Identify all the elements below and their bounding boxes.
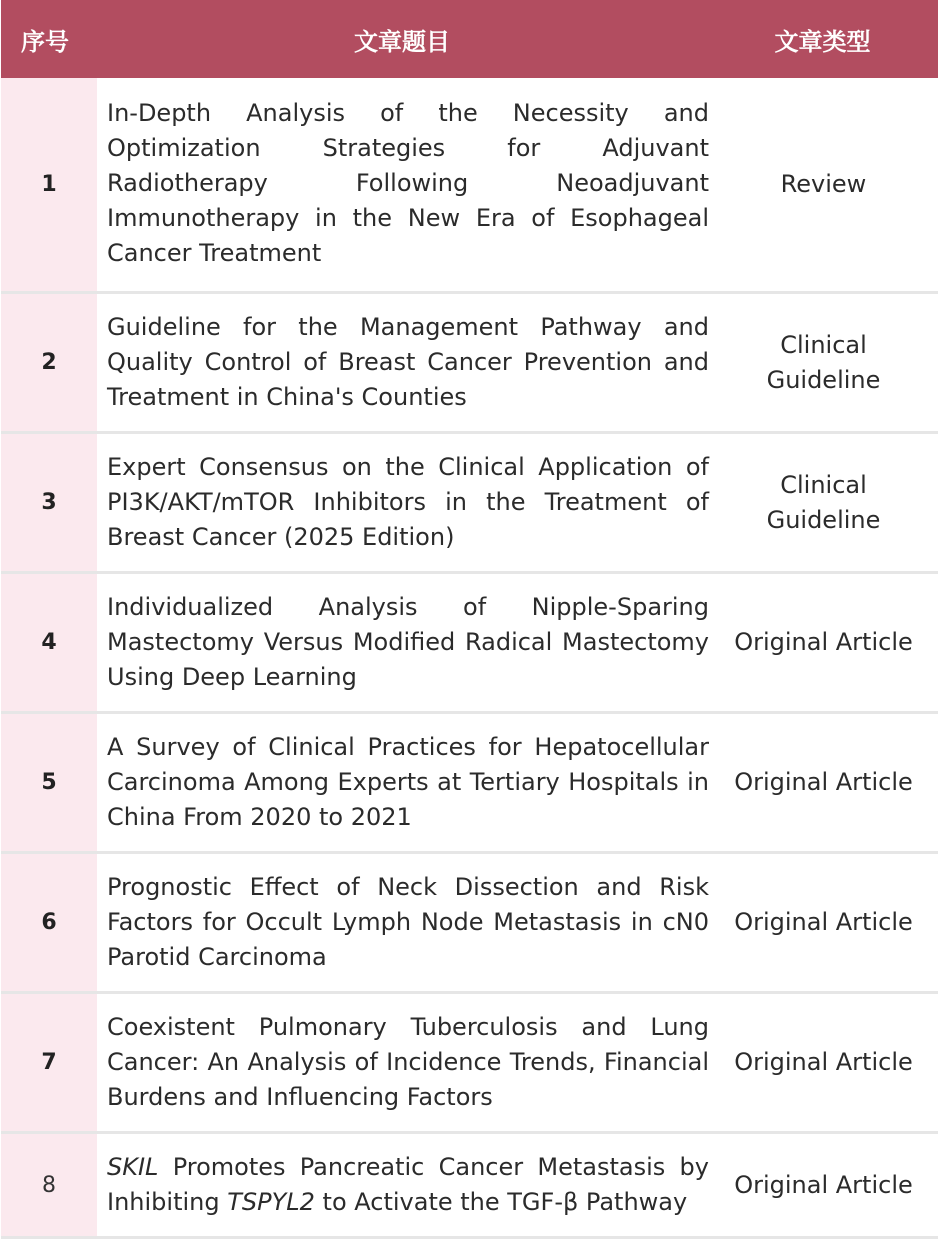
- row-number: 6: [1, 854, 97, 991]
- table-row: [1, 78, 938, 294]
- header-number: 序号: [21, 27, 69, 56]
- article-title: In-Depth Analysis of the Necessity and Optimization Strategies for Adjuvant Radiotherapy Following Neoadjuvant Immunotherapy in the New Era of Esophageal Cancer Treatment: [107, 99, 709, 267]
- table-row: [1, 994, 938, 1134]
- article-type: Review: [780, 170, 867, 198]
- header-type: 文章类型: [774, 27, 871, 56]
- table-row: [1, 854, 938, 994]
- article-type: Original Article: [734, 768, 913, 796]
- row-number: 1: [1, 78, 97, 291]
- table-row: [1, 574, 938, 714]
- article-type: Original Article: [734, 908, 913, 936]
- articles-table: [1, 0, 938, 1239]
- row-number: 8: [1, 1134, 97, 1236]
- header-title: 文章题目: [354, 27, 450, 56]
- article-title: Prognostic Effect of Neck Dissection and Risk Factors for Occult Lymph Node Metastasis in cN0 Parotid Carcinoma: [107, 873, 709, 971]
- article-type: Clinical Guideline: [766, 470, 881, 534]
- article-type: Original Article: [734, 1170, 913, 1199]
- row-number: 4: [1, 574, 97, 711]
- table-row: [1, 1134, 938, 1239]
- title-text-part: to Activate the TGF-β Pathway: [314, 1188, 688, 1216]
- table-row: [1, 294, 938, 434]
- row-number: 7: [1, 994, 97, 1131]
- article-title: Guideline for the Management Pathway and Quality Control of Breast Cancer Prevention and Treatment in China's Counties: [107, 313, 709, 411]
- article-title: Expert Consensus on the Clinical Application of PI3K/AKT/mTOR Inhibitors in the Treatment of Breast Cancer (2025 Edition): [107, 453, 709, 551]
- gene-name-tspyl2: TSPYL2: [227, 1188, 315, 1216]
- row-number: 5: [1, 714, 97, 851]
- article-title: A Survey of Clinical Practices for Hepatocellular Carcinoma Among Experts at Tertiary Hospitals in China From 2020 to 2021: [107, 733, 709, 831]
- article-type: Original Article: [734, 628, 913, 656]
- article-title: Coexistent Pulmonary Tuberculosis and Lung Cancer: An Analysis of Incidence Trends, Financial Burdens and Influencing Factors: [107, 1013, 709, 1111]
- table-row: [1, 434, 938, 574]
- article-type: Clinical Guideline: [766, 330, 881, 394]
- article-title: [97, 1134, 709, 1236]
- article-title: Individualized Analysis of Nipple-Sparing Mastectomy Versus Modified Radical Mastectomy Using Deep Learning: [107, 593, 709, 691]
- gene-name-skil: SKIL: [107, 1153, 159, 1181]
- row-number: 2: [1, 294, 97, 431]
- article-type: Original Article: [734, 1048, 913, 1076]
- row-number: 3: [1, 434, 97, 571]
- table-header: [1, 0, 938, 78]
- title-text-part: Promotes Pancreatic Cancer Metastasis by Inhibiting: [107, 1153, 709, 1216]
- table-row: [1, 714, 938, 854]
